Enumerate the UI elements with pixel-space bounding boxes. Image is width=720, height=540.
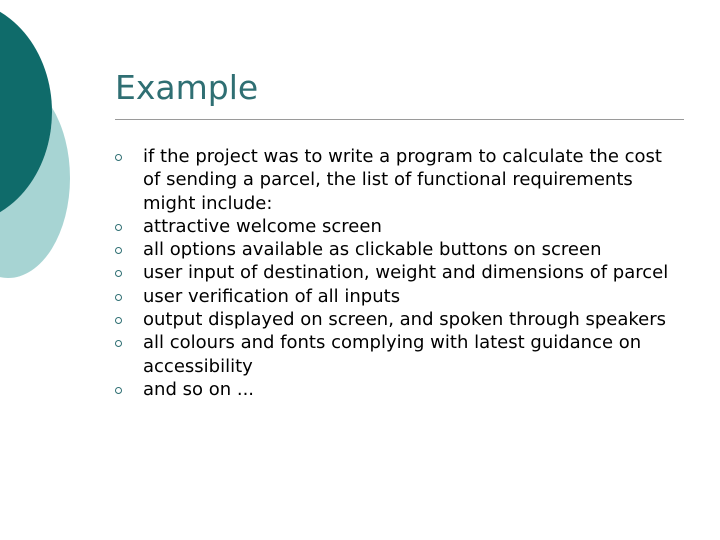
bullet-item (115, 215, 685, 238)
bullet-item (115, 261, 685, 284)
bullet-text: if the project was to write a program to calculate the cost of sending a parcel, the list of functional requirements might include: (143, 146, 662, 214)
hollow-circle-bullet-icon (115, 294, 122, 301)
bullet-item (115, 145, 685, 215)
bullet-text: output displayed on screen, and spoken through speakers (143, 309, 667, 331)
bullet-item (115, 238, 685, 261)
bullet-text: all options available as clickable buttons on screen (143, 239, 602, 261)
bullet-text: all colours and fonts complying with latest guidance on accessibility (143, 332, 642, 377)
bullet-list (115, 145, 685, 401)
hollow-circle-bullet-icon (115, 224, 122, 231)
slide-title: Example (115, 68, 259, 107)
bullet-item (115, 378, 685, 401)
hollow-circle-bullet-icon (115, 247, 122, 254)
bullet-text: user verification of all inputs (143, 285, 401, 307)
hollow-circle-bullet-icon (115, 317, 122, 324)
title-divider (115, 119, 684, 120)
hollow-circle-bullet-icon (115, 154, 122, 161)
hollow-circle-bullet-icon (115, 387, 122, 394)
decorative-circles (0, 0, 120, 290)
bullet-text: and so on ... (143, 378, 255, 400)
hollow-circle-bullet-icon (115, 340, 122, 347)
bullet-item (115, 308, 685, 331)
hollow-circle-bullet-icon (115, 270, 122, 277)
bullet-item (115, 285, 685, 308)
bullet-text: attractive welcome screen (143, 215, 382, 237)
bullet-text: user input of destination, weight and dimensions of parcel (143, 262, 669, 284)
bullet-item (115, 331, 685, 378)
